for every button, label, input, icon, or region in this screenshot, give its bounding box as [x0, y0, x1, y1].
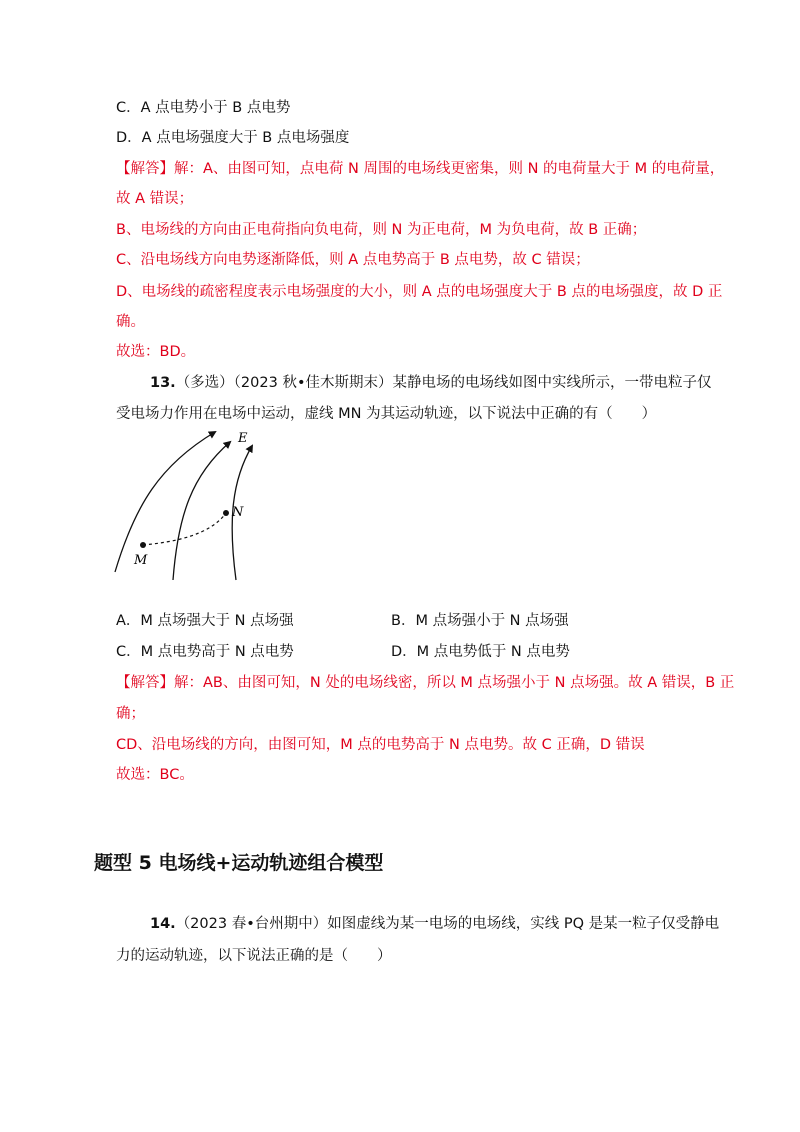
point-m: [140, 542, 146, 548]
label-m: M: [134, 553, 148, 568]
q13-choice: 故选：BC。: [116, 767, 194, 783]
answer-text: 解：A、由图可知，点电荷 N 周围的电场线更密集，则 N 的电荷量大于 M 的电荷量，: [174, 161, 725, 177]
answer-tag: 【解答】: [116, 161, 174, 177]
answer-tag: 【解答】: [116, 675, 174, 691]
q14-number: 14.: [150, 916, 176, 932]
electric-field-figure: [100, 420, 300, 590]
q13-stem-line2: 受电场力作用在电场中运动，虚线 MN 为其运动轨迹，以下说法中正确的有（ ）: [116, 406, 657, 422]
q12-option-d: D．A 点电场强度大于 B 点电场强度: [116, 130, 350, 146]
q12-answer-line5: D、电场线的疏密程度表示电场强度的大小，则 A 点的电场强度大于 B 点的电场强度，故 D 正: [116, 284, 723, 300]
q13-option-d: D．M 点电势低于 N 点电势: [391, 644, 570, 660]
q13-number: 13.: [150, 375, 176, 391]
label-e: E: [238, 431, 248, 446]
q12-answer-line2: 故 A 错误；: [116, 191, 194, 207]
q13-stem-text: （多选）（2023 秋•佳木斯期末）某静电场的电场线如图中实线所示，一带电粒子仅: [175, 375, 712, 391]
q13-stem-line1: [150, 373, 712, 393]
point-n: [223, 510, 229, 516]
q14-stem-line1: [150, 914, 719, 934]
q12-answer-line6: 确。: [116, 314, 145, 330]
q12-option-c: C．A 点电势小于 B 点电势: [116, 100, 291, 116]
answer-text: 解：AB、由图可知，N 处的电场线密，所以 M 点场强小于 N 点场强。故 A 错误，B 正: [174, 675, 735, 691]
q13-option-b: B．M 点场强小于 N 点场强: [391, 613, 569, 629]
q12-answer-line1: [116, 159, 724, 179]
q13-option-a: A．M 点场强大于 N 点场强: [116, 613, 294, 629]
q13-option-c: C．M 点电势高于 N 点电势: [116, 644, 294, 660]
label-n: N: [232, 505, 244, 520]
section-title: 题型 5 电场线+运动轨迹组合模型: [94, 852, 384, 874]
q12-choice: 故选：BD。: [116, 344, 196, 360]
field-line-left: [115, 432, 215, 572]
q12-answer-line3: B、电场线的方向由正电荷指向负电荷，则 N 为正电荷，M 为负电荷，故 B 正确；: [116, 222, 647, 238]
q12-answer-line4: C、沿电场线方向电势逐渐降低，则 A 点电势高于 B 点电势，故 C 错误；: [116, 252, 590, 268]
q13-answer-line1: [116, 673, 734, 693]
trajectory-mn: [143, 513, 226, 545]
q14-stem-line2: 力的运动轨迹，以下说法正确的是（ ）: [116, 948, 392, 964]
q13-answer-line3: CD、沿电场线的方向，由图可知，M 点的电势高于 N 点电势。故 C 正确，D 错误: [116, 737, 645, 753]
field-line-middle: [173, 442, 230, 580]
q14-stem-text: （2023 春•台州期中）如图虚线为某一电场的电场线，实线 PQ 是某一粒子仅受静电: [175, 916, 720, 932]
q13-answer-line2: 确；: [116, 706, 145, 722]
